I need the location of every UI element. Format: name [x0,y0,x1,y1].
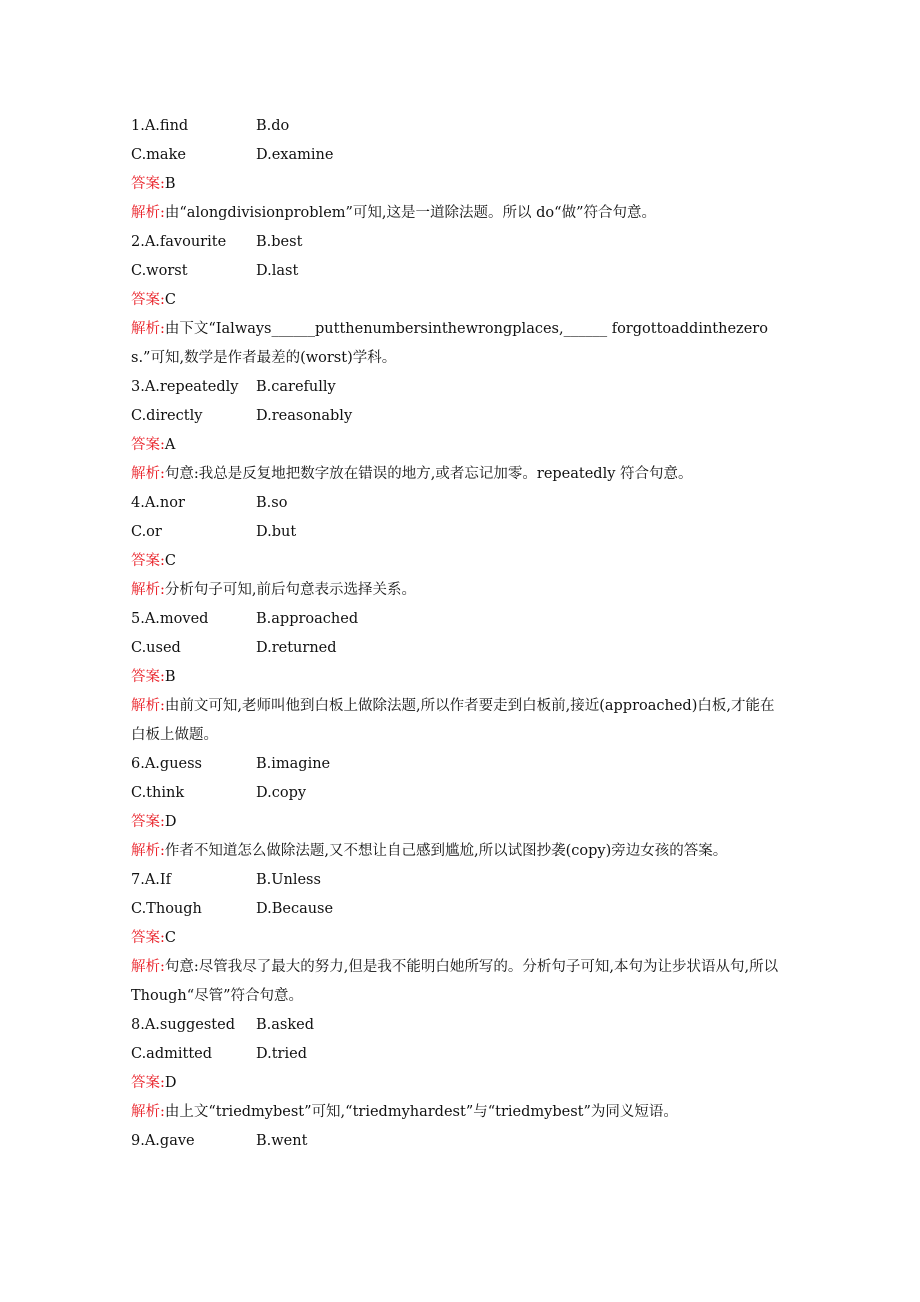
answer-label: 答案: [131,814,165,830]
answer-value: D [164,814,177,830]
options-row [131,141,787,170]
analysis-paragraph [131,1098,787,1127]
option-right: B.do [256,118,290,134]
option-left: C.make [131,147,186,163]
option-left: C.think [131,785,185,801]
option-right: D.returned [256,640,337,656]
options-row [131,779,787,808]
analysis-text: 句意:尽管我尽了最大的努力,但是我不能明白她所写的。分析句子可知,本句为让步状语从句,所以 Though“尽管”符合句意。 [131,959,779,1004]
option-left: 9.A.gave [131,1133,195,1149]
option-left: C.used [131,640,181,656]
analysis-paragraph [131,953,787,1011]
option-left: C.or [131,524,162,540]
options-row [131,1127,787,1156]
analysis-paragraph [131,460,787,489]
answer-value: C [164,553,176,569]
answer-line [131,808,787,837]
answer-label: 答案: [131,553,165,569]
answer-label: 答案: [131,176,165,192]
analysis-text: 由前文可知,老师叫他到白板上做除法题,所以作者要走到白板前,接近(approached)白板,才能在白板上做题。 [131,698,775,743]
option-left: C.directly [131,408,203,424]
option-right: B.best [256,234,303,250]
analysis-label: 解析: [131,205,165,221]
answer-line [131,170,787,199]
options-row [131,518,787,547]
analysis-label: 解析: [131,466,165,482]
analysis-text: 由上文“triedmybest”可知,“triedmyhardest”与“triedmybest”为同义短语。 [164,1104,678,1120]
analysis-text: 由下文“Ialways______putthenumbersinthewrongplaces,______ forgottoaddinthezeros.”可知,数学是作者最差的(worst)学科。 [131,321,768,366]
option-right: D.reasonably [256,408,353,424]
answer-label: 答案: [131,1075,165,1091]
answer-line [131,547,787,576]
options-row [131,373,787,402]
options-row [131,402,787,431]
answer-value: A [164,437,176,453]
analysis-label: 解析: [131,1104,165,1120]
option-left: 5.A.moved [131,611,209,627]
answer-value: B [164,669,176,685]
answer-line [131,1069,787,1098]
option-left: 2.A.favourite [131,234,227,250]
analysis-paragraph [131,315,787,373]
option-right: B.asked [256,1017,314,1033]
option-left: 4.A.nor [131,495,185,511]
option-left: C.worst [131,263,188,279]
option-right: B.approached [256,611,359,627]
analysis-paragraph [131,199,787,228]
option-left: 6.A.guess [131,756,202,772]
option-right: D.last [256,263,299,279]
option-right: B.carefully [256,379,336,395]
answer-line [131,663,787,692]
options-row [131,1011,787,1040]
answer-line [131,286,787,315]
option-left: 3.A.repeatedly [131,379,239,395]
options-row [131,112,787,141]
options-row [131,489,787,518]
answer-value: D [164,1075,177,1091]
option-right: D.but [256,524,297,540]
options-row [131,228,787,257]
answer-line [131,431,787,460]
analysis-paragraph [131,692,787,750]
analysis-label: 解析: [131,321,165,337]
answer-line [131,924,787,953]
answer-value: B [164,176,176,192]
option-right: D.tried [256,1046,307,1062]
answer-value: C [164,930,176,946]
analysis-paragraph [131,837,787,866]
option-left: 7.A.If [131,872,172,888]
options-row [131,750,787,779]
options-row [131,634,787,663]
analysis-label: 解析: [131,582,165,598]
option-right: B.went [256,1133,308,1149]
option-left: C.Though [131,901,202,917]
options-row [131,895,787,924]
option-left: 1.A.find [131,118,189,134]
analysis-text: 句意:我总是反复地把数字放在错误的地方,或者忘记加零。repeatedly 符合句意。 [164,466,693,482]
answer-label: 答案: [131,930,165,946]
analysis-text: 作者不知道怎么做除法题,又不想让自己感到尴尬,所以试图抄袭(copy)旁边女孩的答案。 [164,843,728,859]
document-body [131,112,787,1156]
option-right: B.imagine [256,756,331,772]
option-right: D.copy [256,785,307,801]
answer-label: 答案: [131,437,165,453]
options-row [131,257,787,286]
analysis-text: 分析句子可知,前后句意表示选择关系。 [164,582,416,598]
analysis-label: 解析: [131,698,165,714]
analysis-paragraph [131,576,787,605]
analysis-text: 由“alongdivisionproblem”可知,这是一道除法题。所以 do“做”符合句意。 [164,205,656,221]
option-right: B.Unless [256,872,321,888]
analysis-label: 解析: [131,843,165,859]
answer-value: C [164,292,176,308]
option-right: D.Because [256,901,334,917]
option-left: 8.A.suggested [131,1017,235,1033]
options-row [131,866,787,895]
options-row [131,605,787,634]
option-right: D.examine [256,147,334,163]
answer-label: 答案: [131,292,165,308]
option-right: B.so [256,495,288,511]
option-left: C.admitted [131,1046,213,1062]
answer-label: 答案: [131,669,165,685]
analysis-label: 解析: [131,959,165,975]
options-row [131,1040,787,1069]
